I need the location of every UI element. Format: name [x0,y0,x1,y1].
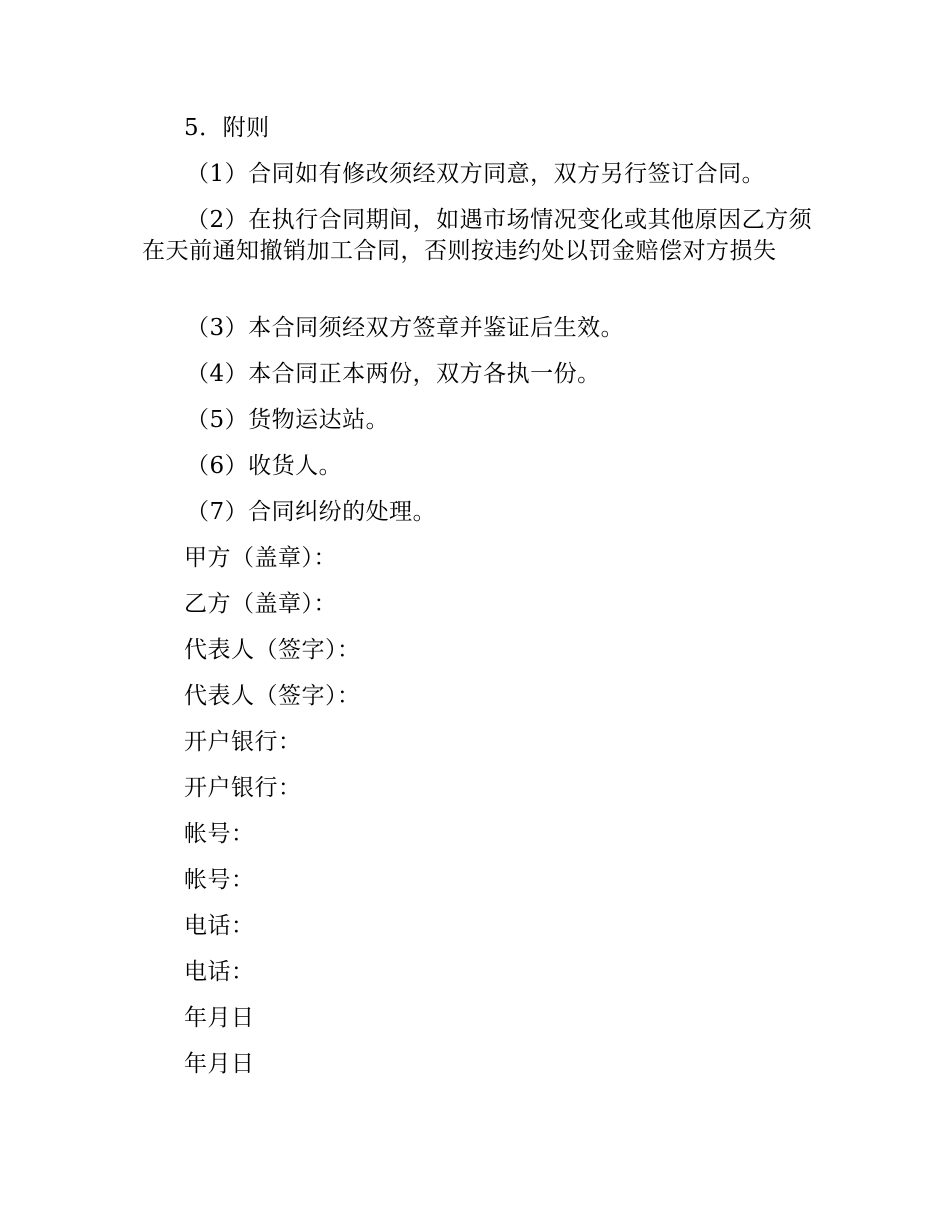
clause-2: （2）在执行合同期间，如遇市场情况变化或其他原因乙方须在天前通知撤销加工合同，否则按违约处以罚金赔偿对方损失 [142,207,813,264]
party-b-seal-label: 乙方（盖章）： [184,591,337,617]
party-a-bank-label: 开户银行： [184,729,302,755]
party-b-account-label: 帐号： [184,867,255,893]
clause-6: （6）收货人。 [186,453,343,479]
clause-7: （7）合同纠纷的处理。 [186,499,437,525]
party-a-account-label: 帐号： [184,821,255,847]
party-a-date-label: 年月日 [184,1005,255,1031]
clause-3: （3）本合同须经双方签章并鉴证后生效。 [186,315,625,341]
clause-1: （1）合同如有修改须经双方同意，双方另行签订合同。 [186,161,766,187]
party-b-phone-label: 电话： [184,959,255,985]
party-a-seal-label: 甲方（盖章）： [184,545,337,571]
clause-5: （5）货物运达站。 [186,407,390,433]
party-b-bank-label: 开户银行： [184,775,302,801]
party-b-date-label: 年月日 [184,1051,255,1077]
section-heading: 5．附则 [184,115,270,141]
clause-4: （4）本合同正本两份，双方各执一份。 [186,361,601,387]
party-a-representative-label: 代表人（签字）： [184,637,361,663]
party-a-phone-label: 电话： [184,913,255,939]
party-b-representative-label: 代表人（签字）： [184,683,361,709]
